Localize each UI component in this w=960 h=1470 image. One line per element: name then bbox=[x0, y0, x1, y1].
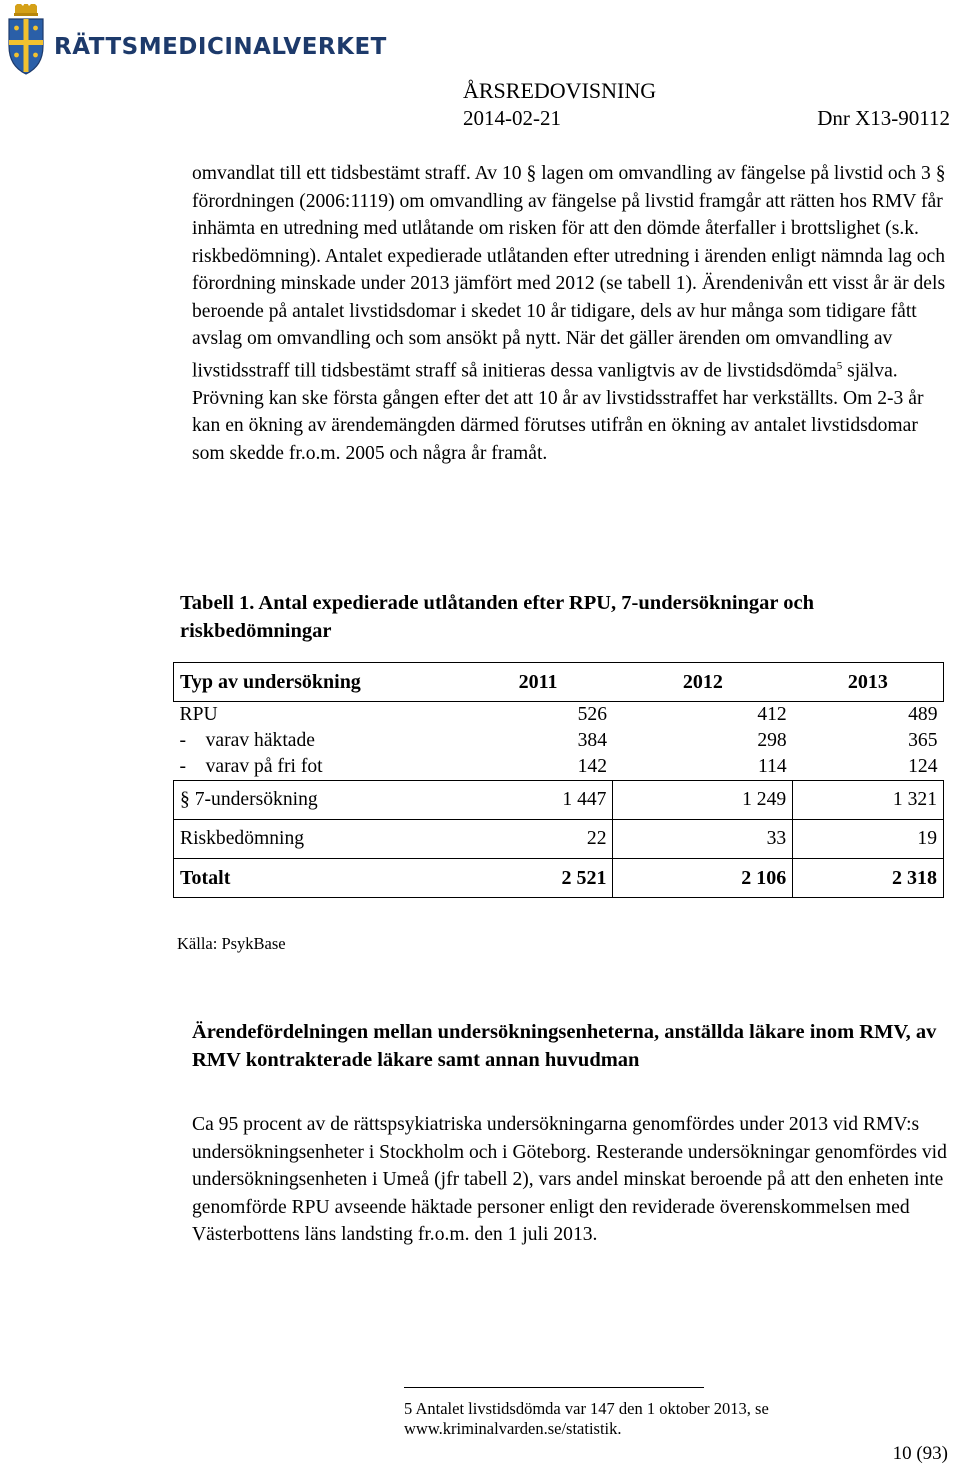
table-row bbox=[174, 820, 944, 859]
table-row-label bbox=[174, 781, 464, 820]
section-sign-glyph: § bbox=[180, 789, 190, 810]
page-number: 10 (93) bbox=[892, 1443, 948, 1464]
table-row bbox=[174, 702, 944, 729]
table-header-year: 2013 bbox=[793, 663, 944, 702]
table-row-label: - varav på fri fot bbox=[179, 756, 323, 777]
table-row-label: Riskbedömning bbox=[174, 820, 464, 859]
table-cell: 114 bbox=[758, 756, 787, 777]
paragraph-text-part: förordningen (2006:1119) om omvandling av fängelse på livstid framgår att rätten hos RMV får inhämta en utredning med utlåtande om risken för att den dömde återfaller i brottslighet (s.k. riskbedömning). Antalet expedierade utlåtanden efter utredning i ärenden enligt nämnda lag och förordning minskade under 2013 jämfört med 2012 (se tabell 1). Ärendenivån ett visst år är dels beroende på antalet livstidsdomar i skedet 10 år tidigare, dels av hur många som tidigare fått avslag om omvandling och som ansökt på nytt. När det gäller ärenden om omvandling av livstidsstraff till tidsbestämt straff så initieras dessa vanligtvis av de livstidsdömda bbox=[192, 190, 946, 382]
paragraph-text-part: lagen om omvandling av fängelse på livstid och 3 bbox=[536, 163, 936, 184]
table-cell: 412 bbox=[757, 704, 787, 725]
table-cell: 2 318 bbox=[793, 859, 944, 898]
paragraph-text-part: omvandlat till ett tidsbestämt straff. Av 10 bbox=[192, 163, 527, 184]
organization-name: RÄTTSMEDICINALVERKET bbox=[54, 34, 387, 60]
section-sign-glyph: § bbox=[526, 163, 537, 184]
section-heading: Ärendefördelningen mellan undersökningsenheterna, anställda läkare inom RMV, av RMV kontrakterade läkare samt annan huvudman bbox=[192, 1021, 937, 1071]
table-row bbox=[174, 754, 944, 781]
section-sign-glyph: § bbox=[935, 163, 946, 184]
footnote-text: Antalet livstidsdömda var 147 den 1 oktober 2013, se www.kriminalvarden.se/statistik. bbox=[404, 1399, 769, 1438]
table-row-label-text: 7-undersökning bbox=[189, 789, 318, 810]
table-cell: 526 bbox=[577, 704, 607, 725]
table-header-year: 2011 bbox=[463, 663, 613, 702]
document-reference-number: Dnr X13-90112 bbox=[817, 106, 950, 130]
table-row-label: RPU bbox=[179, 704, 218, 725]
table-source: Källa: PsykBase bbox=[177, 934, 286, 953]
footnote bbox=[404, 1399, 960, 1439]
table-cell: 298 bbox=[757, 730, 787, 751]
statistics-table bbox=[173, 662, 944, 898]
table-cell: 124 bbox=[908, 756, 938, 777]
footnote-number: 5 bbox=[404, 1399, 413, 1418]
table-row-label: Totalt bbox=[174, 859, 464, 898]
table-cell: 33 bbox=[613, 820, 793, 859]
table-row bbox=[174, 781, 944, 820]
table-header-year: 2012 bbox=[613, 663, 793, 702]
table-header-row bbox=[174, 663, 944, 702]
table-cell: 2 106 bbox=[613, 859, 793, 898]
table-header-label-text: Typ av undersökning bbox=[180, 670, 361, 693]
footnote-divider bbox=[404, 1387, 704, 1388]
document-type: ÅRSREDOVISNING bbox=[463, 78, 657, 103]
table-total-row bbox=[174, 859, 944, 898]
table-cell: 489 bbox=[908, 704, 938, 725]
table-cell: 384 bbox=[577, 730, 607, 751]
table-cell: 19 bbox=[793, 820, 944, 859]
table-row bbox=[174, 728, 944, 754]
body-paragraph-life-sentence bbox=[192, 160, 952, 467]
footnote-reference: 5 bbox=[836, 359, 843, 372]
table-header-label bbox=[174, 663, 464, 702]
paragraph-text-part: själva. Prövning kan ske första gången efter det att 10 år av livstidsstraffet har verkställts. Om 2-3 år kan en ökning av ärendemängden därmed förutses utifrån en ökning av antalet livstidsdomar som skedde fr.o.m. 2005 och några år framåt. bbox=[192, 360, 924, 464]
table-cell: 142 bbox=[577, 756, 607, 777]
table-cell: 1 447 bbox=[463, 781, 613, 820]
table-row-label: - varav häktade bbox=[179, 730, 315, 751]
table-cell: 22 bbox=[463, 820, 613, 859]
table-caption: Tabell 1. Antal expedierade utlåtanden efter RPU, 7-undersökningar och riskbedömningar bbox=[180, 592, 815, 642]
table-cell: 365 bbox=[908, 730, 938, 751]
swedish-crown-coat-of-arms-icon bbox=[6, 4, 46, 80]
document-date: 2014-02-21 bbox=[463, 106, 561, 130]
table-cell: 2 521 bbox=[463, 859, 613, 898]
table-cell: 1 321 bbox=[793, 781, 944, 820]
body-paragraph-distribution: Ca 95 procent av de rättspsykiatriska undersökningarna genomfördes under 2013 vid RMV:s undersökningsenheter i Stockholm och i Göteborg. Resterande undersökningar genomfördes vid undersökningsenheten i Umeå (jfr tabell 2), vars andel minskat beroende på att den enheten inte genomförde RPU avseende häktade personer enligt den reviderade överenskommelsen med Västerbottens läns landsting fr.o.m. den 1 juli 2013. bbox=[192, 1114, 947, 1245]
table-cell: 1 249 bbox=[613, 781, 793, 820]
